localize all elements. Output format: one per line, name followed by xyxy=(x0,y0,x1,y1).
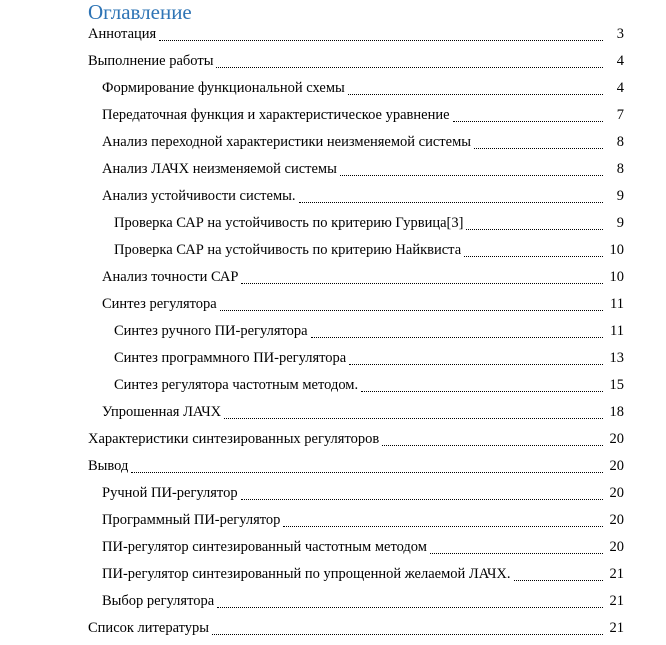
toc-entry-label: Характеристики синтезированных регуляторов xyxy=(88,431,380,447)
toc-page-number: 4 xyxy=(616,80,624,96)
toc-page-number: 15 xyxy=(609,377,624,393)
toc-entry-transfer-function[interactable] xyxy=(0,102,666,129)
toc-entry-label: Выбор регулятора xyxy=(102,593,215,609)
toc-entry-label: Синтез регулятора xyxy=(102,296,217,312)
toc-entry-manual-pi[interactable] xyxy=(0,480,666,507)
toc-page-number: 9 xyxy=(616,188,624,204)
toc-page-number: 13 xyxy=(609,350,624,366)
toc-page-number: 10 xyxy=(609,242,624,258)
toc-entry-simplified-lafc[interactable] xyxy=(0,399,666,426)
toc-entry-stability-analysis[interactable] xyxy=(0,183,666,210)
toc-entry-label: Список литературы xyxy=(88,620,210,636)
toc-entry-controller-characteristics[interactable] xyxy=(0,426,666,453)
toc-entry-label: Аннотация xyxy=(88,26,157,42)
toc-entry-label: Выполнение работы xyxy=(88,53,214,69)
toc-page-number: 11 xyxy=(610,296,624,312)
dot-leader xyxy=(464,255,603,257)
toc-entry-label: Ручной ПИ-регулятор xyxy=(102,485,238,501)
dot-leader xyxy=(212,633,603,635)
toc-entry-hurwitz-check[interactable] xyxy=(0,210,666,237)
toc-page-number: 4 xyxy=(616,53,624,69)
dot-leader xyxy=(283,525,603,527)
dot-leader xyxy=(217,606,603,608)
toc-entry-accuracy-analysis[interactable] xyxy=(0,264,666,291)
toc-title: Оглавление xyxy=(88,0,192,24)
toc-entry-label: Синтез ручного ПИ-регулятора xyxy=(114,323,308,339)
toc-page-number: 21 xyxy=(609,620,624,636)
toc-entry-frequency-pi[interactable] xyxy=(0,534,666,561)
toc-entry-label: Проверка САР на устойчивость по критерию Найквиста xyxy=(114,242,462,258)
dot-leader xyxy=(299,201,604,203)
toc-entry-manual-pi-synthesis[interactable] xyxy=(0,318,666,345)
dot-leader xyxy=(361,390,603,392)
dot-leader xyxy=(382,444,603,446)
toc-entry-label: Формирование функциональной схемы xyxy=(102,80,345,96)
toc-entry-label: Программный ПИ-регулятор xyxy=(102,512,281,528)
dot-leader xyxy=(349,363,603,365)
toc-entry-references[interactable] xyxy=(0,615,666,642)
toc-page-number: 8 xyxy=(616,134,624,150)
toc-page-number: 7 xyxy=(616,107,624,123)
toc-entry-label: Синтез программного ПИ-регулятора xyxy=(114,350,347,366)
toc-entry-functional-scheme[interactable] xyxy=(0,75,666,102)
toc-entry-label: Анализ ЛАЧХ неизменяемой системы xyxy=(102,161,337,177)
toc-page-number: 9 xyxy=(616,215,624,231)
dot-leader xyxy=(474,147,603,149)
toc-entry-transient-analysis[interactable] xyxy=(0,129,666,156)
dot-leader xyxy=(131,471,603,473)
dot-leader xyxy=(159,39,603,41)
toc-page-number: 8 xyxy=(616,161,624,177)
toc-page-number: 20 xyxy=(609,512,624,528)
toc-page-number: 11 xyxy=(610,323,624,339)
dot-leader xyxy=(430,552,603,554)
toc-entry-simplified-lafc-pi[interactable] xyxy=(0,561,666,588)
toc-entry-program-pi-synthesis[interactable] xyxy=(0,345,666,372)
toc-page-number: 20 xyxy=(609,431,624,447)
toc-entry-lafc-analysis[interactable] xyxy=(0,156,666,183)
toc-entry-label: Анализ устойчивости системы. xyxy=(102,188,296,204)
toc-entry-conclusion[interactable] xyxy=(0,453,666,480)
table-of-contents xyxy=(0,21,666,642)
toc-entry-label: Синтез регулятора частотным методом. xyxy=(114,377,359,393)
dot-leader xyxy=(340,174,603,176)
toc-entry-label: Упрошенная ЛАЧХ xyxy=(102,404,222,420)
toc-page-number: 21 xyxy=(609,593,624,609)
dot-leader xyxy=(241,498,603,500)
toc-entry-frequency-synthesis[interactable] xyxy=(0,372,666,399)
dot-leader xyxy=(453,120,603,122)
toc-page-number: 20 xyxy=(609,458,624,474)
dot-leader xyxy=(466,228,603,230)
toc-page-number: 21 xyxy=(609,566,624,582)
toc-page-number: 20 xyxy=(609,485,624,501)
toc-entry-nyquist-check[interactable] xyxy=(0,237,666,264)
toc-entry-controller-choice[interactable] xyxy=(0,588,666,615)
toc-entry-work-execution[interactable] xyxy=(0,48,666,75)
dot-leader xyxy=(514,579,603,581)
toc-entry-label: Проверка САР на устойчивость по критерию Гурвица[3] xyxy=(114,215,464,231)
toc-entry-program-pi[interactable] xyxy=(0,507,666,534)
dot-leader xyxy=(216,66,603,68)
dot-leader xyxy=(348,93,603,95)
toc-entry-label: ПИ-регулятор синтезированный по упрощенной желаемой ЛАЧХ. xyxy=(102,566,511,582)
toc-entry-label: Анализ переходной характеристики неизменяемой системы xyxy=(102,134,471,150)
toc-entry-label: ПИ-регулятор синтезированный частотным методом xyxy=(102,539,427,555)
toc-entry-label: Анализ точности САР xyxy=(102,269,239,285)
toc-entry-label: Передаточная функция и характеристическое уравнение xyxy=(102,107,450,123)
toc-entry-annotation[interactable] xyxy=(0,21,666,48)
dot-leader xyxy=(220,309,603,311)
toc-page-number: 18 xyxy=(609,404,624,420)
dot-leader xyxy=(241,282,603,284)
toc-page-number: 3 xyxy=(616,26,624,42)
toc-page-number: 20 xyxy=(609,539,624,555)
toc-page-number: 10 xyxy=(609,269,624,285)
dot-leader xyxy=(311,336,603,338)
dot-leader xyxy=(224,417,603,419)
toc-entry-label: Вывод xyxy=(88,458,129,474)
toc-entry-controller-synthesis[interactable] xyxy=(0,291,666,318)
